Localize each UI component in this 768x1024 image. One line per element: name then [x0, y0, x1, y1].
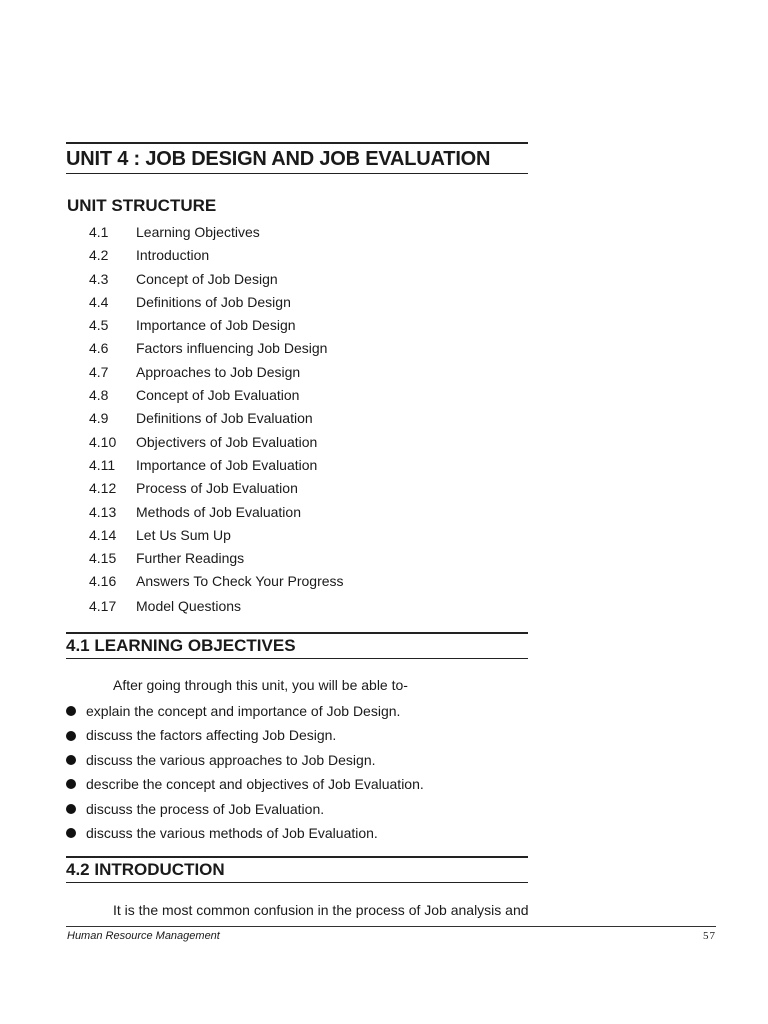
- toc-text: Further Readings: [136, 550, 245, 567]
- toc-text: Objectivers of Job Evaluation: [136, 433, 318, 450]
- toc-text: Concept of Job Design: [136, 270, 278, 287]
- objective-text: discuss the process of Job Evaluation.: [86, 800, 325, 817]
- toc-number: 4.6: [89, 340, 109, 357]
- toc-number: 4.10: [89, 433, 117, 450]
- toc-text: Process of Job Evaluation: [136, 480, 298, 497]
- toc-text: Approaches to Job Design: [136, 363, 301, 380]
- toc-item: [89, 244, 344, 267]
- toc-item: [89, 268, 344, 291]
- objective-item: [66, 748, 424, 772]
- learning-objectives-list: [66, 699, 424, 845]
- toc-number: 4.14: [89, 526, 117, 543]
- toc-number: 4.15: [89, 550, 117, 567]
- toc-number: 4.9: [89, 410, 109, 427]
- objective-item: [66, 699, 424, 723]
- objective-text: discuss the factors affecting Job Design.: [86, 727, 337, 744]
- unit-title-block: [66, 142, 528, 174]
- toc-item: [89, 454, 344, 477]
- objective-text: explain the concept and importance of Job Design.: [86, 703, 401, 719]
- objective-item: [66, 797, 424, 821]
- toc-item: [89, 524, 344, 547]
- toc-text: Let Us Sum Up: [136, 526, 231, 543]
- toc-item: [89, 384, 344, 407]
- introduction-paragraph: It is the most common confusion in the process of Job analysis and: [113, 902, 529, 918]
- toc-item: [89, 570, 344, 593]
- section-heading-learning-objectives: 4.1 LEARNING OBJECTIVES: [66, 632, 528, 659]
- toc-text: Definitions of Job Evaluation: [136, 410, 313, 427]
- toc-text: Importance of Job Design: [136, 317, 296, 334]
- toc-item: [89, 407, 344, 430]
- toc-text: Importance of Job Evaluation: [136, 456, 318, 473]
- toc-number: 4.11: [89, 456, 116, 473]
- toc-item: [89, 291, 344, 314]
- toc-number: 4.8: [89, 387, 109, 404]
- footer-course-title: Human Resource Management: [67, 930, 220, 942]
- unit-title: UNIT 4 : JOB DESIGN AND JOB EVALUATION: [66, 148, 491, 170]
- toc-number: 4.5: [89, 317, 109, 334]
- bullet-icon: [66, 804, 76, 814]
- toc-text: Learning Objectives: [136, 224, 260, 240]
- objective-item: [66, 772, 424, 796]
- toc-number: 4.12: [89, 480, 117, 497]
- toc-number: 4.13: [89, 503, 117, 520]
- toc-item: [89, 361, 344, 384]
- unit-structure-heading: UNIT STRUCTURE: [67, 196, 217, 215]
- toc-number: 4.2: [89, 247, 109, 264]
- toc-text: Methods of Job Evaluation: [136, 503, 301, 520]
- section-heading-introduction: 4.2 INTRODUCTION: [66, 856, 528, 883]
- bullet-icon: [66, 731, 76, 741]
- toc-text: Model Questions: [136, 598, 242, 615]
- objective-text: discuss the various approaches to Job Design.: [86, 751, 376, 768]
- bullet-icon: [66, 779, 76, 789]
- toc-number: 4.3: [89, 270, 109, 287]
- toc-number: 4.17: [89, 598, 117, 615]
- toc-text: Factors influencing Job Design: [136, 340, 328, 357]
- toc-number: 4.16: [89, 573, 117, 590]
- objective-text: describe the concept and objectives of Job Evaluation.: [86, 776, 424, 793]
- toc-text: Concept of Job Evaluation: [136, 387, 300, 404]
- footer-divider: [66, 926, 716, 927]
- toc-text: Definitions of Job Design: [136, 293, 291, 310]
- objective-item: [66, 723, 424, 747]
- learning-objectives-intro: After going through this unit, you will be able to-: [113, 677, 408, 693]
- toc-item: [89, 314, 344, 337]
- toc-text: Introduction: [136, 247, 210, 264]
- toc-item: [89, 477, 344, 500]
- bullet-icon: [66, 755, 76, 765]
- bullet-icon: [66, 828, 76, 838]
- toc-item: [89, 547, 344, 570]
- toc-item: [89, 337, 344, 360]
- toc-item: [89, 431, 344, 454]
- bullet-icon: [66, 706, 76, 716]
- page-number: 57: [703, 930, 716, 942]
- objective-item: [66, 821, 424, 845]
- toc-item: [89, 501, 344, 524]
- unit-structure-list: [89, 221, 344, 618]
- toc-number: 4.1: [89, 224, 109, 240]
- toc-number: 4.4: [89, 293, 109, 310]
- toc-text: Answers To Check Your Progress: [136, 573, 344, 590]
- objective-text: discuss the various methods of Job Evaluation.: [86, 824, 378, 841]
- toc-number: 4.7: [89, 363, 109, 380]
- toc-item: [89, 221, 344, 244]
- toc-item: [89, 595, 344, 618]
